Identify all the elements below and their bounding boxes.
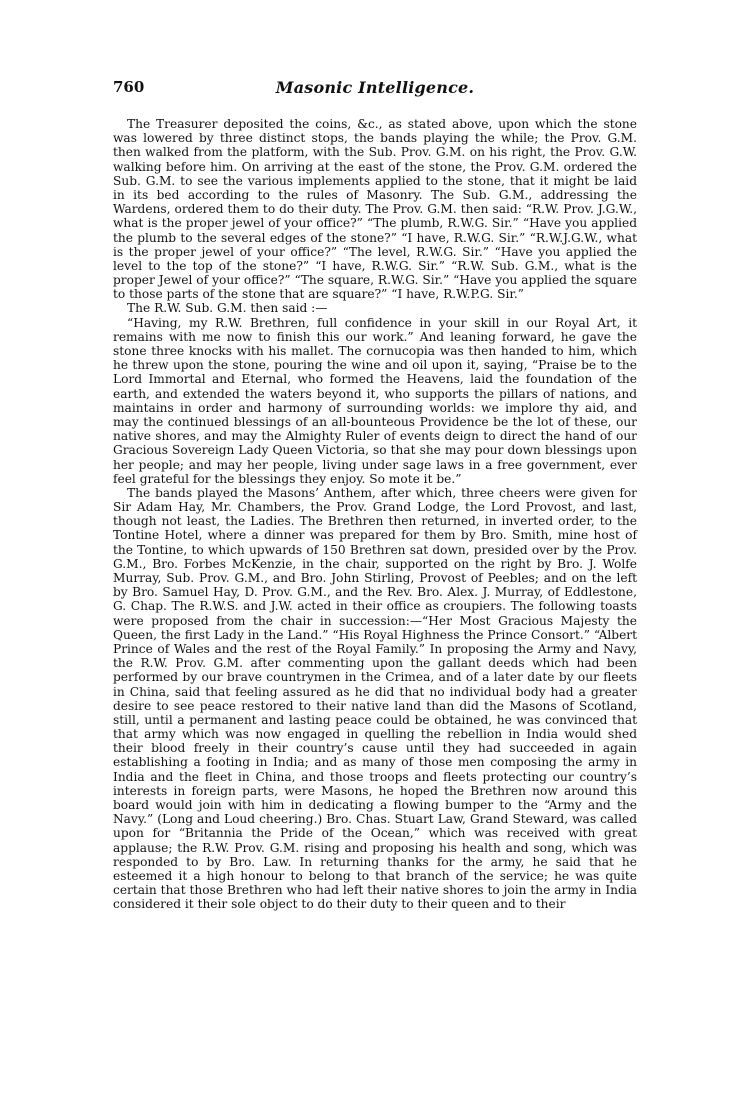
paragraph-sub-gm-said: The R.W. Sub. G.M. then said :— [127, 301, 328, 316]
page-header [113, 78, 637, 100]
paragraph-dinner-toasts: The bands played the Masons’ Anthem, after which, three cheers were given for Sir Adam Hay, Mr. Chambers, the Prov. Grand Lodge, the Lord Provost, and last, though not least, the Ladies. The Brethren then returned, in inverted order, to the Tontine Hotel, where a dinner was prepared for them by Bro. Smith, mine host of the Tontine, to which upwards of 150 Brethren sat down, presided over by the Prov. G.M., Bro. Forbes McKenzie, in the chair, supported on the right by Bro. J. Wolfe Murray, Sub. Prov. G.M., and Bro. John Stirling, Provost of Peebles; and on the left by Bro. Samuel Hay, D. Prov. G.M., and the Rev. Bro. Alex. J. Murray, of Eddlestone, G. Chap. The R.W.S. and J.W. acted in their office as croupiers. The following toasts were proposed from the chair in succession:—“Her Most Gracious Majesty the Queen, the first Lady in the Land.” “His Royal Highness the Prince Consort.” “Albert Prince of Wales and the rest of the Royal Family.” In proposing the Army and Navy, the R.W. Prov. G.M. after commenting upon the gallant deeds which had been performed by our brave countrymen in the Crimea, and of a later date by our fleets in China, said that feeling assured as he did that no individual body had a greater desire to see peace restored to their native land than did the Masons of Scotland, still, until a permanent and lasting peace could be obtained, he was convinced that that army which was now engaged in quelling the rebellion in India would shed their blood freely in their country’s cause until they had succeeded in again establishing a footing in India; and as many of those men composing the army in India and the fleet in China, and those troops and fleets protecting our country’s interests in foreign parts, were Masons, he hoped the Brethren now around this board would join with him in dedicating a flowing bumper to the “Army and the Navy.” (Long and Loud cheering.) Bro. Chas. Stuart Law, Grand Steward, was called upon for “Britannia the Pride of the Ocean,” which was received with great applause; the R.W. Prov. G.M. rising and proposing his health and song, which was responded to by Bro. Law. In returning thanks for the army, he said that he esteemed it a high honour to belong to that branch of the service; he was quite certain that those Brethren who had left their native shores to join the army in India considered it their sole object to do their duty to their queen and to their [113, 485, 637, 912]
page-number: 760 [113, 78, 145, 96]
paragraph-invocation: “Having, my R.W. Brethren, full confidence in your skill in our Royal Art, it remains with me now to finish this our work.” And leaning forward, he gave the stone three knocks with his mallet. The cornucopia was then handed to him, which he threw upon the stone, pouring the wine and oil upon it, saying, “Praise be to the Lord Immortal and Eternal, who formed the Heavens, laid the foundation of the earth, and extended the waters beyond it, who supports the pillars of nations, and maintains in order and harmony of surrounding worlds: we implore thy aid, and may the continued blessings of an all-bounteous Providence be the lot of these, our native shores, and may the Almighty Ruler of events deign to direct the hand of our Gracious Sovereign Lady Queen Victoria, so that she may pour down blessings upon her people; and may her people, living under sage laws in a free government, ever feel grateful for the blessings they enjoy. So mote it be.” [113, 315, 637, 486]
running-title: Masonic Intelligence. [275, 78, 475, 97]
article-body [113, 117, 637, 912]
paragraph-ceremony: The Treasurer deposited the coins, &c., as stated above, upon which the stone was lowered by three distinct stops, the bands playing the while; the Prov. G.M. then walked from the platform, with the Sub. Prov. G.M. on his right, the Prov. G.W. walking before him. On arriving at the east of the stone, the Prov. G.M. ordered the Sub. G.M. to see the various implements applied to the stone, that it might be laid in its bed according to the rules of Masonry. The Sub. G.M., addressing the Wardens, ordered them to do their duty. The Prov. G.M. then said: “R.W. Prov. J.G.W., what is the proper jewel of your office?” “The plumb, R.W.G. Sir.” “Have you applied the plumb to the several edges of the stone?” “I have, R.W.G. Sir.” “R.W.J.G.W., what is the proper jewel of your office?” “The level, R.W.G. Sir.” “Have you applied the level to the top of the stone?” “I have, R.W.G. Sir.” “R.W. Sub. G.M., what is the proper Jewel of your office?” “The square, R.W.G. Sir.” “Have you applied the square to those parts of the stone that are square?” “I have, R.W.P.G. Sir.” [113, 117, 637, 302]
